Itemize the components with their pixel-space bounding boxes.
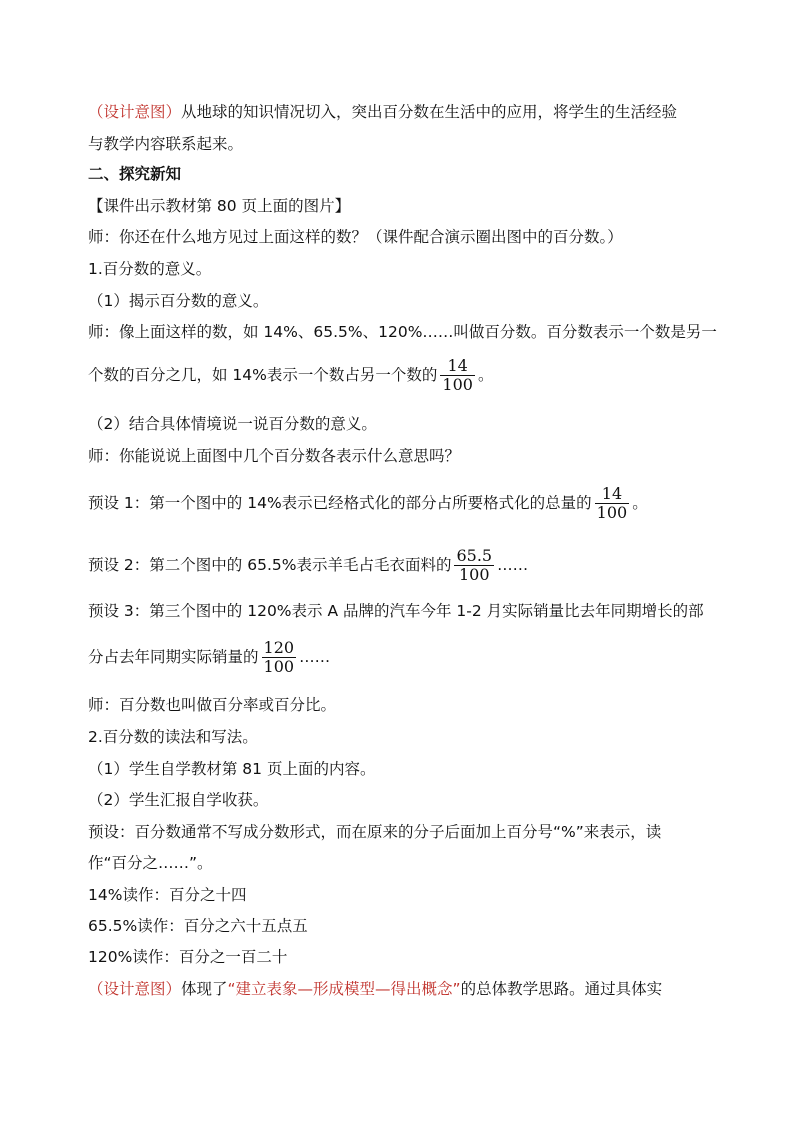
ellipsis: …… bbox=[497, 556, 529, 574]
teacher-explanation-1: 师：像上面这样的数，如 14%、65.5%、120%……叫做百分数。百分数表示一个数是另一 bbox=[88, 323, 717, 341]
design-intent-line-3 bbox=[88, 979, 662, 999]
design-intent-text: 从地球的知识情况切入，突出百分数在生活中的应用，将学生的生活经验 bbox=[181, 103, 678, 121]
fraction-120-100 bbox=[262, 639, 297, 676]
fraction-14-100 bbox=[595, 485, 630, 522]
design-intent-line-2: 与教学内容联系起来。 bbox=[88, 135, 244, 153]
fraction-numerator: 14 bbox=[447, 356, 468, 375]
subsection-2-title: 2.百分数的读法和写法。 bbox=[88, 728, 258, 746]
fraction-denominator: 100 bbox=[263, 657, 295, 676]
fraction-14-100 bbox=[440, 357, 475, 394]
preset-2 bbox=[88, 542, 528, 588]
design-intent-text: 体现了 bbox=[181, 980, 228, 998]
teaching-model-highlight: “建立表象—形成模型—得出概念” bbox=[227, 980, 461, 998]
preset-3-line-1: 预设 3：第三个图中的 120%表示 A 品牌的汽车今年 1-2 月实际销量比去年同期增长的部 bbox=[88, 602, 704, 620]
preset-reading-2: 作“百分之……”。 bbox=[88, 854, 213, 872]
reading-example-120: 120%读作：百分之一百二十 bbox=[88, 948, 288, 966]
fraction-numerator: 120 bbox=[263, 638, 295, 657]
preset-1-text: 预设 1：第一个图中的 14%表示已经格式化的部分占所要格式化的总量的 bbox=[88, 494, 592, 512]
teacher-question: 师：你还在什么地方见过上面这样的数？（课件配合演示圈出图中的百分数。） bbox=[88, 228, 623, 246]
design-intent-text: 的总体教学思路。通过具体实 bbox=[460, 980, 663, 998]
fraction-denominator: 100 bbox=[459, 565, 490, 584]
explanation-text: 个数的百分之几，如 14%表示一个数占另一个数的 bbox=[88, 366, 438, 384]
design-intent-label: （设计意图） bbox=[88, 980, 182, 998]
step-2-2: （2）学生汇报自学收获。 bbox=[88, 791, 269, 809]
teacher-note-alias: 师：百分数也叫做百分率或百分比。 bbox=[88, 696, 337, 714]
fraction-denominator: 100 bbox=[442, 375, 473, 394]
subsection-1-title: 1.百分数的意义。 bbox=[88, 260, 212, 278]
step-1-1: （1）揭示百分数的意义。 bbox=[88, 292, 269, 310]
preset-2-text: 预设 2：第二个图中的 65.5%表示羊毛占毛衣面料的 bbox=[88, 556, 452, 574]
fraction-numerator: 14 bbox=[601, 484, 623, 503]
design-intent-label: （设计意图） bbox=[88, 103, 182, 121]
reading-example-65-5: 65.5%读作：百分之六十五点五 bbox=[88, 917, 308, 935]
fraction-65-5-100 bbox=[454, 547, 494, 584]
punctuation: 。 bbox=[632, 494, 648, 512]
design-intent-line-1 bbox=[88, 102, 677, 122]
step-2-1: （1）学生自学教材第 81 页上面的内容。 bbox=[88, 760, 376, 778]
punctuation: 。 bbox=[477, 366, 494, 384]
reading-example-14: 14%读作：百分之十四 bbox=[88, 886, 247, 904]
ellipsis: …… bbox=[299, 648, 331, 666]
preset-1 bbox=[88, 480, 648, 526]
section-heading: 二、探究新知 bbox=[88, 165, 182, 183]
courseware-note: 【课件出示教材第 80 页上面的图片】 bbox=[88, 197, 351, 215]
fraction-numerator: 65.5 bbox=[456, 546, 493, 565]
teacher-question-2: 师：你能说说上面图中几个百分数各表示什么意思吗？ bbox=[88, 447, 461, 465]
preset-3-text: 分占去年同期实际销量的 bbox=[88, 648, 259, 666]
preset-reading-1: 预设：百分数通常不写成分数形式，而在原来的分子后面加上百分号“%”来表示，读 bbox=[88, 823, 662, 841]
fraction-denominator: 100 bbox=[596, 503, 628, 522]
preset-3-line-2 bbox=[88, 634, 330, 680]
step-1-2: （2）结合具体情境说一说百分数的意义。 bbox=[88, 415, 377, 433]
teacher-explanation-2 bbox=[88, 352, 493, 398]
